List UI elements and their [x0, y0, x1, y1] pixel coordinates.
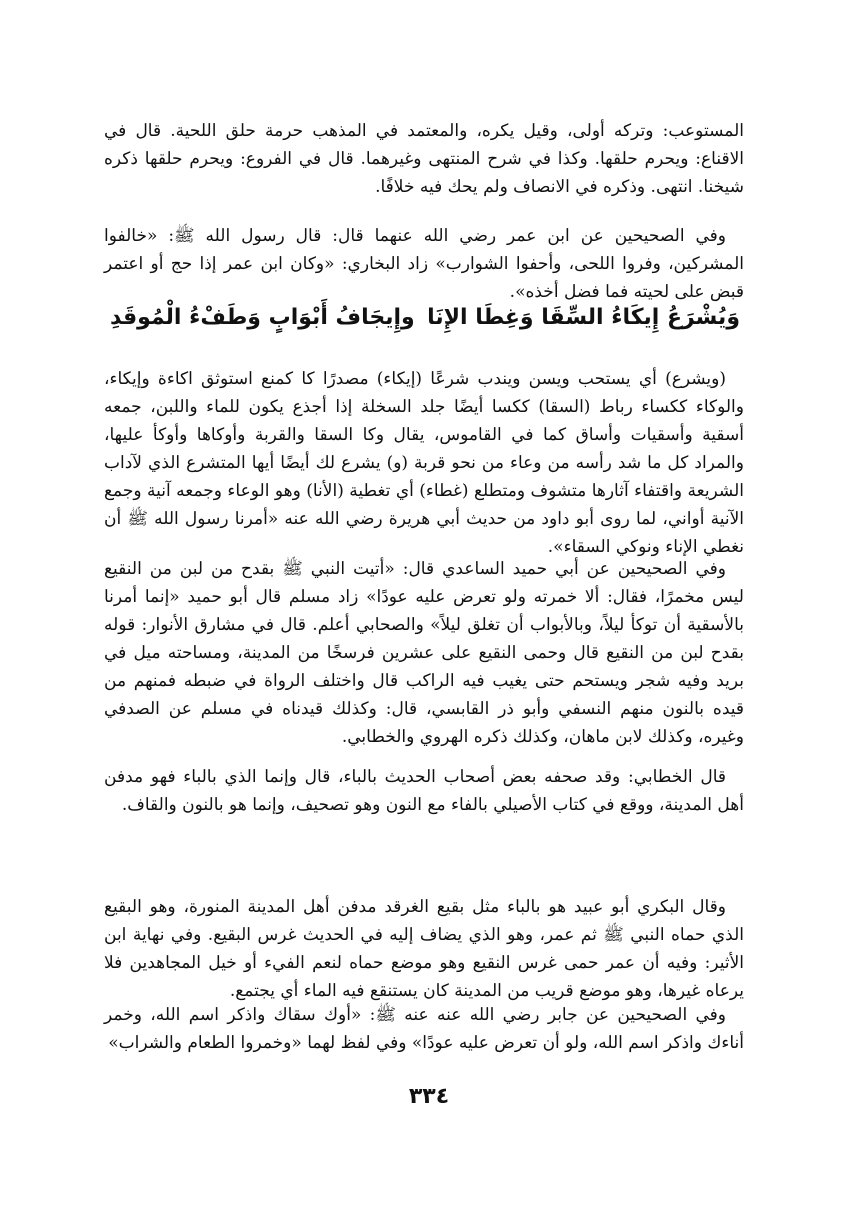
page-number: ٣٣٤ — [408, 1084, 450, 1109]
verse-right-hemistich: وَيُشْرَعُ إِيكَاءُ السِّقَا وَغِطَا الإِنَا — [427, 305, 740, 330]
paragraph-7: وفي الصحيحين عن جابر رضي الله عنه عنه ﷺ: «أوك سقاك واذكر اسم الله، وخمر أناءك واذكر اسم الله، ولو أن تعرض عليه عودًا» وفي لفظ لهما «وخمروا الطعام والشراب» — [104, 1005, 744, 1053]
verse-left-hemistich: وإِيجَافُ أَبْوَابٍ وَطَفْءُ الْمُوقَدِ — [110, 305, 415, 330]
paragraph-5: قال الخطابي: وقد صحفه بعض أصحاب الحديث بالباء، قال وإنما الذي بالباء فهو مدفن أهل المدينة، ووقع في كتاب الأصيلي بالفاء مع النون وهو تصحيف، وإنما هو بالنون والقاف. — [104, 767, 744, 815]
paragraph-1: المستوعب: وتركه أولى، وقيل يكره، والمعتمد في المذهب حرمة حلق اللحية. قال في الاقناع: ويحرم حلقها. وكذا في شرح المنتهى وغيرهما. قال في الفروع: ويحرم حلقها ذكره شيخنا. انتهى. وذكره في الانصاف ولم يحك فيه خلافًا. — [104, 121, 744, 197]
paragraph-4: وفي الصحيحين عن أبي حميد الساعدي قال: «أتيت النبي ﷺ بقدح من لبن من النقيع ليس مخمرًا، فقال: ألا خمرته ولو تعرض عليه عودًا» زاد مسلم قال أبو حميد «إنما أمرنا بالأسقية أن توكأ ليلاً، وبالأبواب أن تغلق ليلاً» والصحابي أعلم. قال في مشارق الأنوار: قوله بقدح لبن من النقيع قال وحمى النقيع على عشرين فرسخًا من المدينة، ومساحته ميل في بريد وفيه شجر ويستحم حتى يغيب فيه الراكب قال واختلف الرواة في ضبطه فمنهم من قيده بالنون منهم النسفي وأبو ذر القابسي، قال: وكذلك قيدناه في مسلم عن الصدفي وغيره، وكذلك لابن ماهان، وكذلك ذكره الهروي والخطابي. — [104, 559, 744, 747]
paragraph-3: (ويشرع) أي يستحب ويسن ويندب شرعًا (إيكاء) مصدرًا كا كمنع استوثق اكاءة وإيكاء، والوكاء ككساء رباط (السقا) ككسا أيضًا جلد السخلة إذا أجذع يكون للماء واللبن، جمعه أسقية وأسقيات وأساق كما في القاموس، يقال وكا السقا والقربة وأوكاها وأوكأ عليها، والمراد كل ما شد رأسه من وعاء من نحو قربة (و) يشرع لك أيضًا أيها المتشرع الذي لآداب الشريعة واقتفاء آثارها متشوف ومتطلع (غطاء) أي تغطية (الأنا) وهو الوعاء وجمعه آنية وجمع الآنية أواني، لما روى أبو داود من حديث أبي هريرة رضي الله عنه «أمرنا رسول الله ﷺ أن نغطي الإناء ونوكي السقاء». — [104, 369, 744, 557]
paragraph-2: وفي الصحيحين عن ابن عمر رضي الله عنهما قال: قال رسول الله ﷺ: «خالفوا المشركين، وفروا اللحى، وأحفوا الشوارب» زاد البخاري: «وكان ابن عمر إذا حج أو اعتمر قبض على لحيته فما فضل أخذه». — [104, 226, 744, 302]
paragraph-6: وقال البكري أبو عبيد هو بالباء مثل بقيع الغرقد مدفن أهل المدينة المنورة، وهو البقيع الذي حماه النبي ﷺ ثم عمر، وهو الذي يضاف إليه في الحديث غرس البقيع. وفي نهاية ابن الأثير: وفيه أن عمر حمى غرس النقيع وهو موضع حماه لنعم الفيء أو خيل المجاهدين فلا يرعاه غيرها، وهو موضع قريب من المدينة كان يستنقع فيه الماء أي يجتمع. — [104, 897, 744, 1001]
verse-line — [110, 300, 740, 336]
